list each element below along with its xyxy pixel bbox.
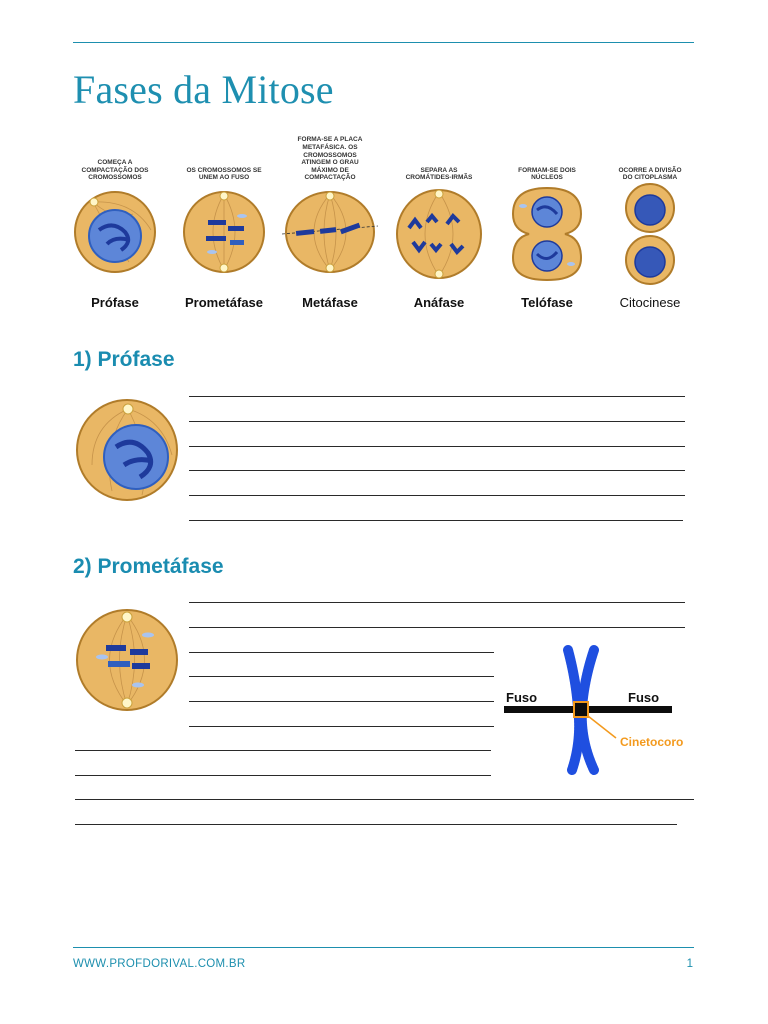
answer-line <box>189 446 685 447</box>
prometaphase-cell-icon <box>72 605 182 715</box>
telophase-cell-icon <box>495 180 599 290</box>
phase-name: Prometáfase <box>184 295 264 310</box>
section-title-prometaphase: 2) Prometáfase <box>73 555 224 578</box>
kinetochore-diagram <box>498 640 698 780</box>
phase-metaphase <box>278 120 382 320</box>
phase-name: Telófase <box>521 295 573 310</box>
metaphase-cell-icon <box>278 180 382 290</box>
phase-cytokinesis <box>598 120 702 320</box>
footer-url[interactable]: WWW.PROFDORIVAL.COM.BR <box>73 958 246 970</box>
header-rule <box>73 42 694 43</box>
page-title: Fases da Mitose <box>73 67 334 112</box>
answer-line <box>189 495 685 496</box>
answer-line <box>75 775 491 776</box>
anaphase-cell-icon <box>387 180 491 290</box>
prophase-cell-icon <box>63 180 167 290</box>
phase-name: Citocinese <box>619 295 681 310</box>
answer-line <box>189 396 685 397</box>
answer-line <box>75 799 694 800</box>
answer-line <box>189 520 683 521</box>
section-title-prophase: 1) Prófase <box>73 348 175 371</box>
answer-line <box>189 602 685 603</box>
spindle-label-right: Fuso <box>628 690 660 705</box>
answer-line <box>189 701 494 702</box>
cytokinesis-cell-icon <box>598 180 702 290</box>
phase-name: Metáfase <box>302 295 358 310</box>
phase-prophase <box>63 120 167 320</box>
phase-description: FORMA-SE A PLACA METAFÁSICA. OS CROMOSSOMOS ATINGEM O GRAU MÁXIMO DE COMPACTAÇÃO <box>297 136 363 182</box>
answer-line <box>189 676 494 677</box>
page-number: 1 <box>686 958 693 970</box>
answer-line <box>189 627 685 628</box>
phase-name: Anáfase <box>413 295 465 310</box>
phase-anaphase <box>387 120 491 320</box>
answer-line <box>189 652 494 653</box>
kinetochore <box>574 702 588 717</box>
answer-line <box>75 824 677 825</box>
phases-illustration <box>73 120 694 320</box>
kinetochore-label: Cinetocoro <box>620 735 684 749</box>
answer-line <box>189 470 685 471</box>
phase-description: SEPARA AS CROMÁTIDES-IRMÃS <box>405 166 473 182</box>
phase-description: OS CROMOSSOMOS SE UNEM AO FUSO <box>186 166 262 182</box>
answer-line <box>189 726 494 727</box>
phase-telophase <box>495 120 599 320</box>
phase-description: FORMAM-SE DOIS NÚCLEOS <box>518 166 576 182</box>
phase-name: Prófase <box>91 295 139 310</box>
phase-prometaphase <box>172 120 276 320</box>
phase-description: COMEÇA A COMPACTAÇÃO DOS CROMOSSOMOS <box>81 159 149 182</box>
prophase-cell-icon <box>72 395 182 505</box>
phase-description: OCORRE A DIVISÃO DO CITOPLASMA <box>618 166 682 182</box>
footer-rule <box>73 947 694 948</box>
spindle-label-left: Fuso <box>506 690 538 705</box>
answer-line <box>189 421 685 422</box>
answer-line <box>75 750 491 751</box>
prometaphase-cell-icon <box>172 180 276 290</box>
